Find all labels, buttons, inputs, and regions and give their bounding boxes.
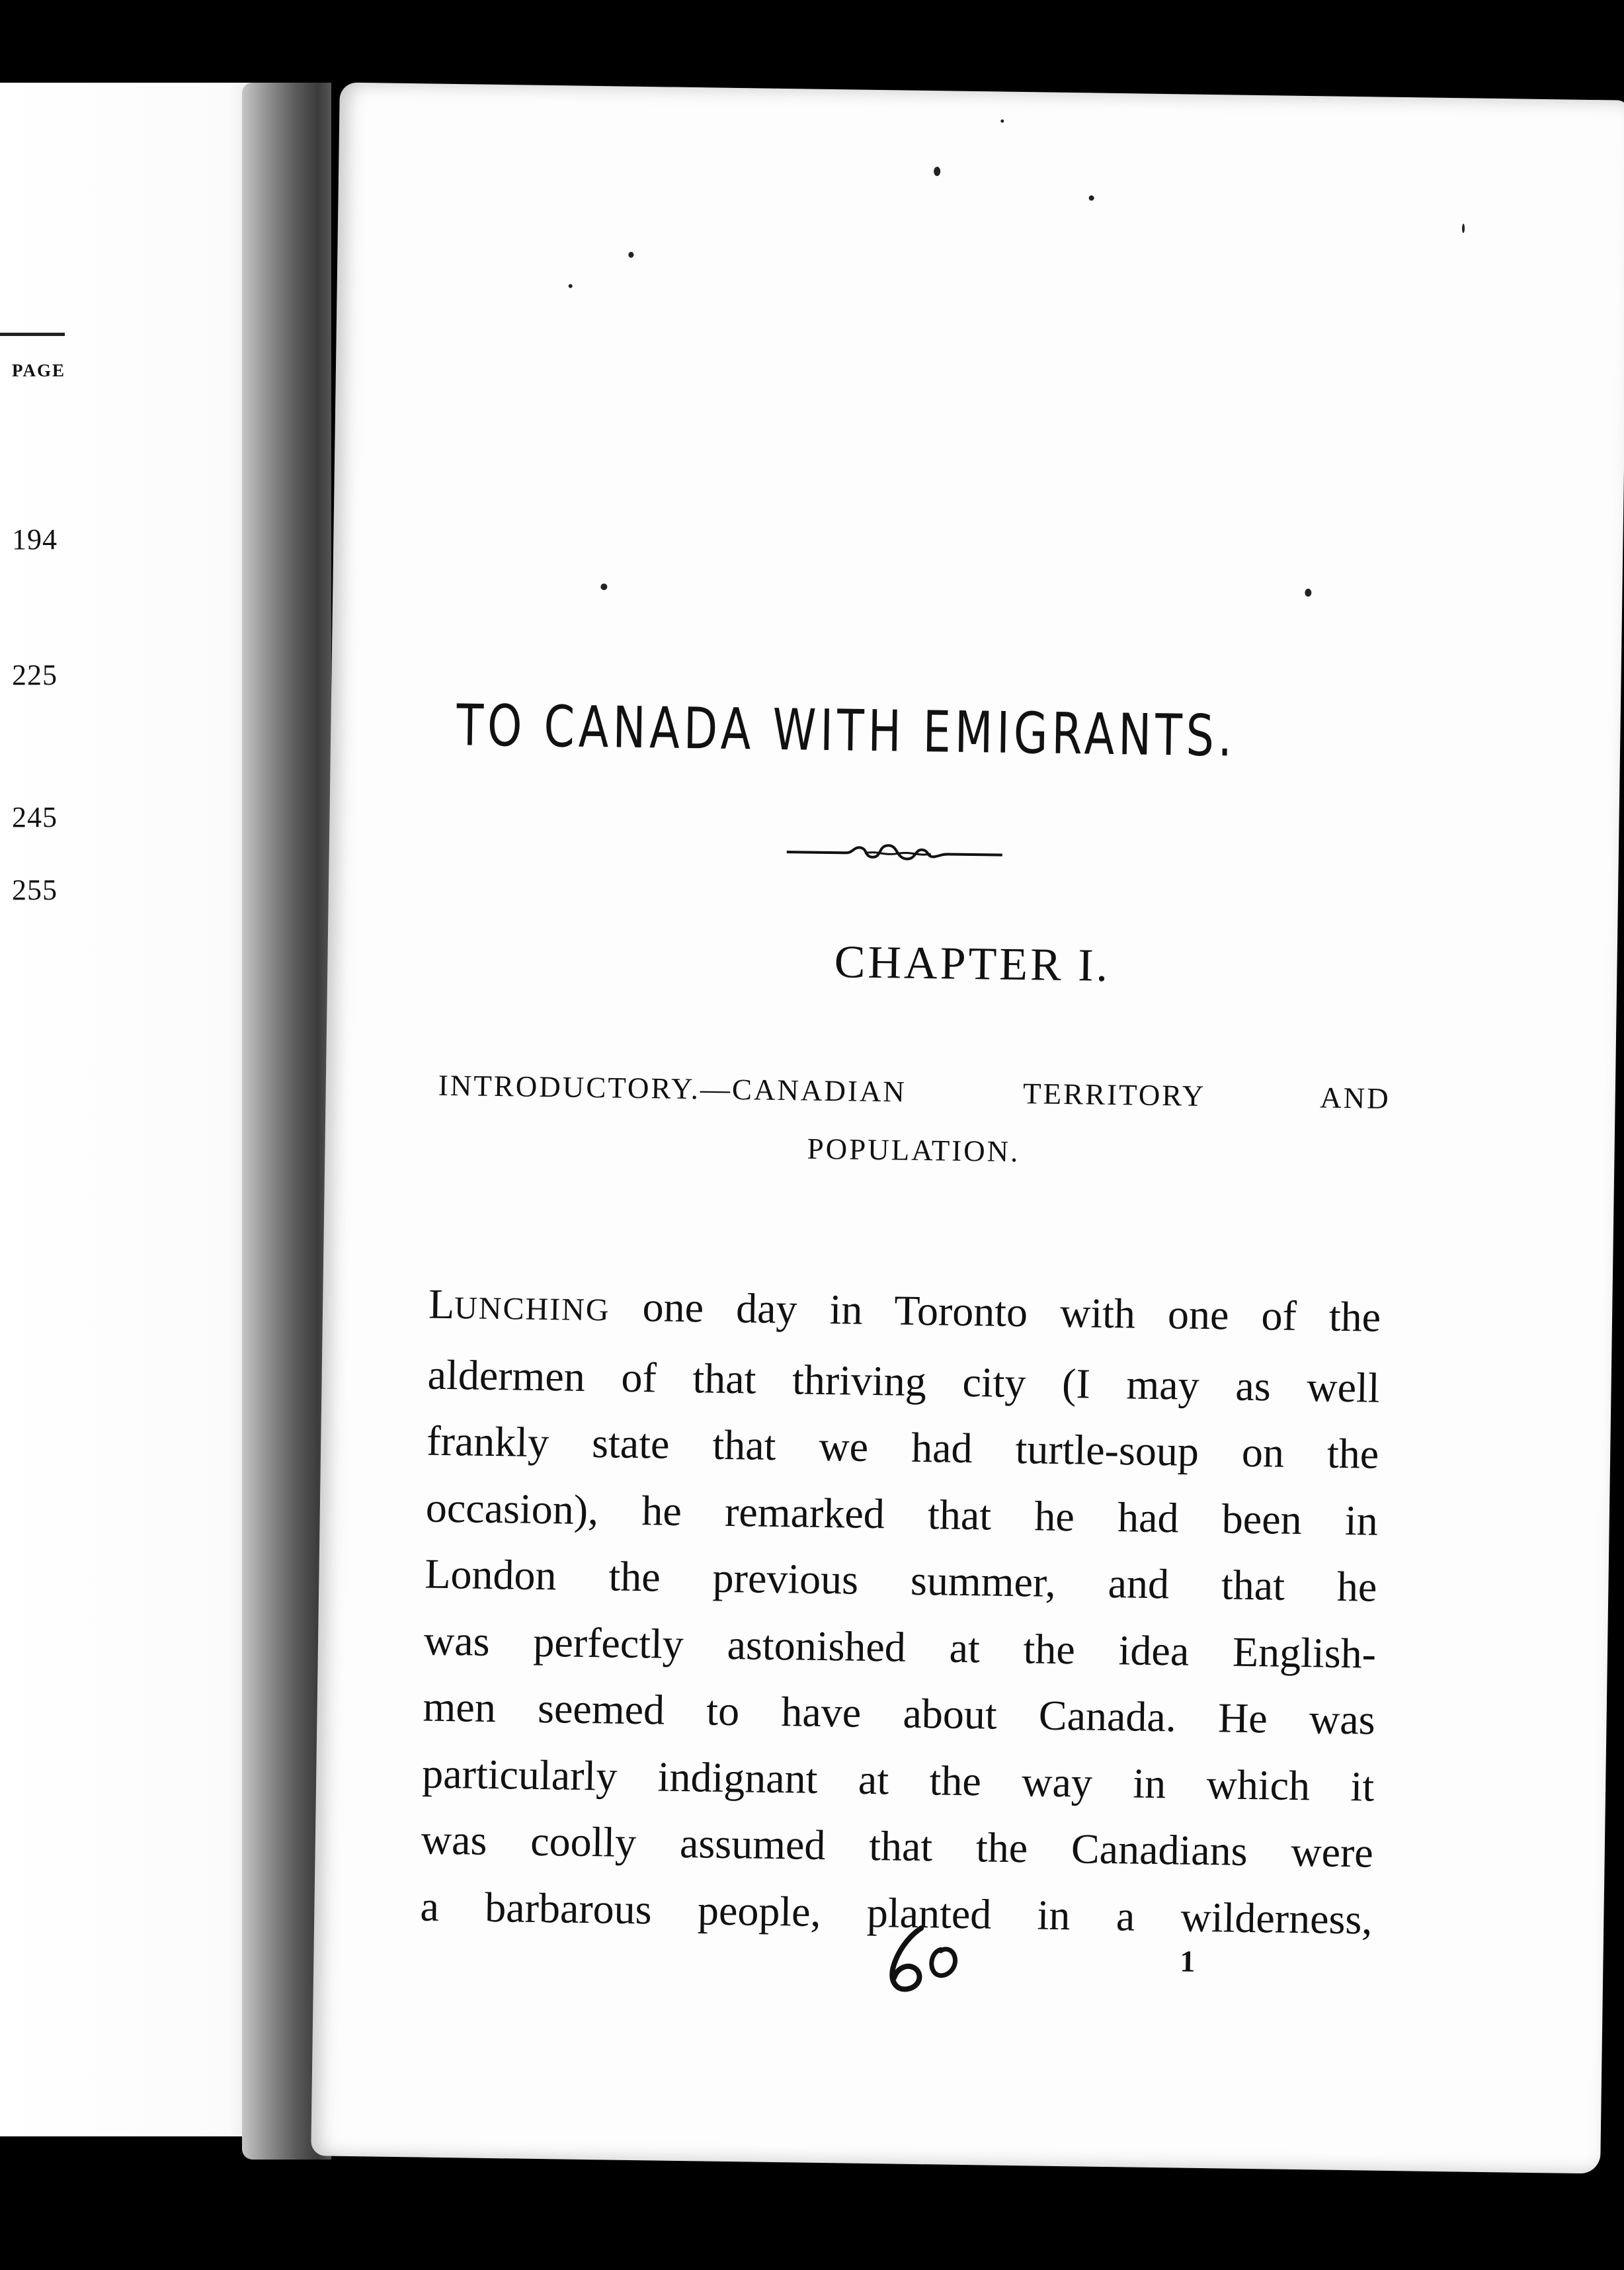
small-caps-word: UNCHING	[454, 1290, 610, 1328]
body-line: occasion), he remarked that he had been in	[425, 1484, 1379, 1544]
body-line: frankly state that we had turtle-soup on the	[426, 1417, 1379, 1478]
body-line-text: one day in Toronto with one of the	[610, 1282, 1381, 1341]
body-line: aldermen of that thriving city (I may as well	[427, 1351, 1381, 1411]
book-title: TO CANADA WITH EMIGRANTS.	[456, 693, 1237, 770]
body-line: a barbarous people, planted in a wilderness,	[420, 1882, 1373, 1943]
scan-speck	[1089, 195, 1094, 200]
scan-speck	[600, 583, 607, 590]
chapter-heading: CHAPTER I.	[834, 937, 1111, 991]
toc-page-number: 194	[12, 523, 58, 556]
page-number: 1	[1180, 1944, 1196, 1978]
toc-page-number: 255	[12, 874, 58, 906]
chapter-subtitle-line: POPULATION.	[807, 1132, 1020, 1169]
toc-page-number: 245	[12, 801, 58, 833]
ornament-flourish-icon	[786, 836, 1004, 868]
scan-speck	[569, 284, 573, 288]
drop-initial: L	[428, 1280, 455, 1328]
right-page	[311, 83, 1624, 2174]
body-line-first	[428, 1271, 1381, 1355]
handwritten-annotation-icon	[882, 1922, 969, 1996]
chapter-subtitle-line: INTRODUCTORY.—CANADIAN TERRITORY AND	[438, 1068, 1391, 1115]
body-line: was perfectly astonished at the idea English-	[423, 1617, 1377, 1677]
toc-page-number: 225	[12, 659, 58, 691]
body-line: was coolly assumed that the Canadians were	[421, 1816, 1374, 1876]
scan-speck	[934, 167, 940, 176]
body-text	[420, 1271, 1381, 1953]
toc-page-column-label: PAGE	[12, 360, 65, 380]
scan-speck	[1000, 119, 1004, 122]
chapter-subtitle	[437, 1056, 1391, 1186]
body-line: particularly indignant at the way in which it	[421, 1749, 1375, 1810]
scan-speck	[1462, 224, 1465, 233]
left-page-rule	[0, 333, 65, 336]
body-line: men seemed to have about Canada. He was	[423, 1683, 1376, 1744]
body-line: London the previous summer, and that he	[425, 1550, 1377, 1611]
scan-speck	[1305, 589, 1311, 597]
scan-speck	[628, 252, 633, 258]
